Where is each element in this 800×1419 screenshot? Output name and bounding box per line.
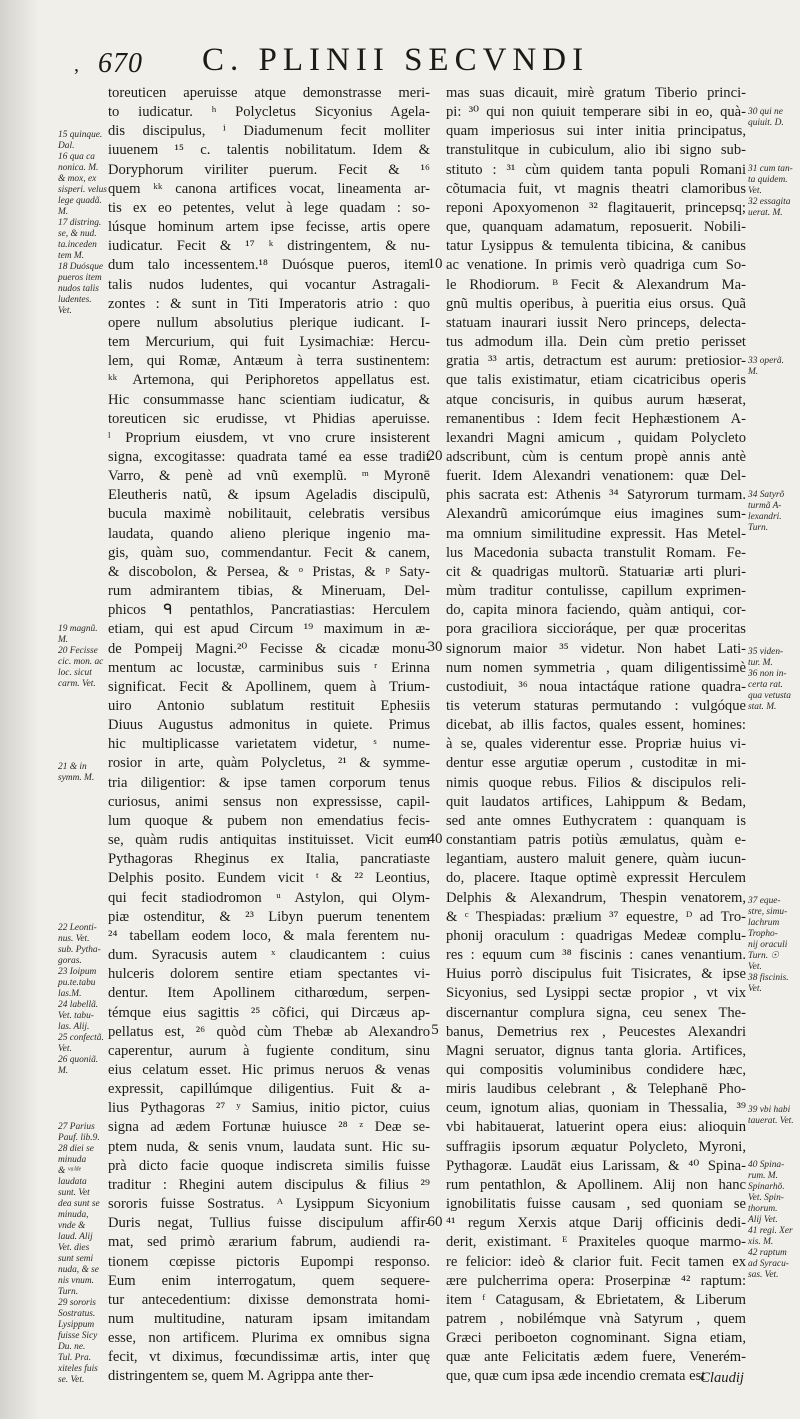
text-line: & ᶜ Thespiadas: prælium ³⁷ equestre, ᴰ ad Tro- [446,908,746,925]
text-line: dum talo incessentem.¹⁸ Duósque pueros, item [108,257,430,274]
text-line: dentur. Item Apollinem citharœdum, serpen- [108,985,430,1002]
text-line: nimis quoque rebus. Filios & discipulos reli- [446,774,746,791]
text-line: quit laudatos artifices, Lahippum & Bedam, [446,793,746,810]
text-line: tis ex eo petentes, velut à lege quadam : so- [108,199,430,216]
text-line: atque concisuris, in quibus aurum hæserat, [446,391,746,408]
text-line: gis, quàm suo, commendantur. Fecit & canem, [108,544,430,561]
text-line: Diuus Augustus admonitus in quiete. Primus [108,717,430,734]
line-number: 5 [431,1022,439,1039]
text-line: piæ ostenditur, & ²³ Libyn puerum tenentem [108,908,430,925]
text-line: ma omnium similitudine expressit. Has Metel- [446,525,746,542]
text-line: vbi habitauerat, latuerint opera eius: alioquin [446,1119,746,1136]
text-line: eius celatum esset. Hic primus neruos & venas [108,1061,430,1078]
text-line: Hic consummasse hanc scientiam iudicatur, & [108,391,430,408]
text-line: tur antecedentium: dixisse demonstrata homi- [108,1291,430,1308]
text-line: caperentur, aurum à fugiente conditum, sinu [108,1042,430,1059]
text-line: transtulitque in cubiculum, alio ibi signo sub- [446,142,746,159]
text-line: cõtumacia fuit, vt magnis theatri clamoribus [446,180,746,197]
text-line: gratia ³³ artis, detractum est aurum: pretiosior- [446,353,746,370]
text-line: adscribunt, cùm is centum propè annis antè [446,448,746,465]
text-line: Pythagoras Rheginus ex Italia, pancratiaste [108,851,430,868]
text-line: Magni seruator, dignus tanta gloria. Artifices, [446,1042,746,1059]
text-line: rum admirantem tibias, & Mineruam, Del- [108,583,430,600]
text-line: fuerit. Idem Alexandri venationem: quæ Del- [446,468,746,485]
text-line: dentur esse argutiæ operum , custoditæ in mi- [446,755,746,772]
text-line: constantiam patris potiùs æmulatus, quàm e- [446,832,746,849]
text-line: phicos ᑫ pentathlos, Pancratiastias: Herculem [108,602,430,619]
text-line: fecit, vt diximus, fœcundissimæ artis, inter quę [108,1349,430,1366]
text-line: tionem cœpisse pictoris Eupompi responso. [108,1253,430,1270]
text-line: tatur Lysippus & temulenta tibicina, & canibus [446,238,746,255]
text-line: Eleutheris natũ, & ipsum Ageladis discipulũ, [108,487,430,504]
text-line: legantiam, austero maluit genere, quàm iucun- [446,851,746,868]
text-line: num nomen symmetria , quam diligentissimè [446,659,746,676]
text-line: pellatus est, ²⁶ quòd cùm Thebæ ab Alexandro [108,1023,430,1040]
text-line: lus Macedonia subacta transtulit Romam. Fe- [446,544,746,561]
text-line: Delphis posito. Eundem vicit ᵗ & ²² Leontius, [108,870,430,887]
text-line: Eum enim interrogatum, quem sequere- [108,1272,430,1289]
text-line: distringentem se, quem M. Agrippa ante ther- [108,1368,374,1385]
line-number: 20 [427,447,443,464]
text-line: quam imperiosus sui inter initia principatus, [446,123,746,140]
page-number: 670 [98,48,143,79]
text-line: prà dicto facie quoque indiscreta similis fuisse [108,1157,430,1174]
margin-note: 21 & in symm. M. [58,761,95,783]
text-line: qui fecit stadiodromon ᵘ Astylon, qui Olym- [108,889,430,906]
text-line: quem ᵏᵏ canona artifices vocat, lineamenta ar- [108,180,430,197]
text-line: dicebat, ab illis factos, quales essent, homines: [446,717,746,734]
text-line: Alexandrũ amicorúmque eius imagines sum- [446,506,746,523]
running-head: C. PLINII SECVNDI [202,42,590,78]
text-line: lexandri Magni amicum , quidam Polycleto [446,429,746,446]
text-line: lem, qui Romæ, Antæum à terra sustinentem: [108,353,430,370]
text-line: que, quæ cum ipsa æde incendio cremata est [446,1368,706,1385]
margin-note: 27 Parius Pauf. lib.9. 28 diei se minuda & ᵛᵃˡᵈᵉ laudata sunt. Vet dea sunt se minuda, vnde & laud. Alij Vet. dies sunt semi nuda, & se nis vnum. Turn. 29 sororis Sostratus. Lysippum fuisse Sicy Du. ne. Tul. Pra. xiteles fuis se. Vet. [58,1121,100,1385]
text-line: gnũ multis operibus, à pueritia eius orsus. Quã [446,295,746,312]
text-line: tria diligentior: & ipse tamen corporum tenus [108,774,430,791]
text-line: ptem nuda, & senis vnum, laudata sunt. Hic su- [108,1138,430,1155]
left-text-column [108,84,430,1387]
right-text-column [446,84,746,1387]
text-line: que talis existimatur, etiam cicatricibus operis [446,372,746,389]
text-line: que, quanquam adamatum, reposuerit. Nobili- [446,219,746,236]
text-line: stituto : ³¹ cùm quidem tanta populi Romani [446,161,746,178]
text-line: laudata, quando alieno plerique ingenio ma- [108,525,430,542]
text-line: de Pompeij Magni.²⁰ Fecisse & cicadæ monu- [108,640,430,657]
margin-note: 15 quinque. Dal. 16 qua ca nonica. M. & mox, ex sisperi. velus lege quadã. M. 17 distring. se, & nud. ta.inceden tem M. 18 Duósque pueros item nudos talis ludentes. Vet. [58,129,107,316]
page-header [0,44,800,84]
text-line: signorum maior ³⁵ videtur. Non habet Lati- [446,640,746,657]
text-line: sororis fuisse Sostratus. ᴬ Lysippum Sicyonium [108,1196,430,1213]
text-line: to iudicatur. ʰ Polycletus Sicyonius Agela- [108,104,430,121]
text-line: phonij oraculum : quadrigas Medeæ complu- [446,927,746,944]
text-line: tus admodum illa. Dein cùm pretio perisset [446,334,746,351]
text-line: reponi Apoxyomenon ³² flagitauerit, princepsq; [446,199,746,216]
text-line: Huius porrò discipulus fuit Tisicrates, & ipse [446,966,746,983]
text-line: signa, excogitasse: quadrata tamé ea esse tradit [108,448,430,465]
text-line: derit, existimant. ᴱ Praxiteles quoque marmo- [446,1234,746,1251]
text-line: ˡ Proprium eiusdem, vt vno crure insisterent [108,429,430,446]
text-line: toreuticen aperuisse atque demonstrasse meri- [108,85,430,101]
text-line: significat. Fecit & Apollinem, quem à Trium- [108,678,430,695]
line-number: 10 [427,256,443,273]
text-line: zontes : & sunt in Titi Imperatoris atrio : quo [108,295,430,312]
text-line: custodiuit, ³⁶ noua intactáque ratione quadra- [446,678,746,695]
margin-note: 39 vbi habi tauerat. Vet. [748,1104,794,1126]
text-line: Doryphorum viriliter puerum. Fecit & ¹⁶ [108,161,430,178]
text-line: signa ad ædem Fortunæ huiusce ²⁸ ᶻ Deæ se- [108,1119,430,1136]
text-line: do, capita minora faciendo, quàm antiqui, cor- [446,602,746,619]
text-line: num multitudine, naturam ipsam imitandam [108,1311,430,1327]
text-line: hulceris dolorem sentire etiam spectantes vi- [108,966,430,983]
text-line: talis nudos ludentes, qui vocantur Astragali- [108,276,430,293]
text-line: lius Pythagoras ²⁷ ʸ Samius, initio pictor, cuius [108,1100,430,1117]
line-number: 60 [427,1213,443,1230]
text-line: remanentibus : Idem fecit Hephæstionem A- [446,410,746,427]
text-line: & discobolon, & Persea, & ᵒ Pristas, & ᵖ Saty- [108,563,430,580]
text-line: opere nullum absolutius plerique iudicant. I- [108,314,430,331]
page-mark: , [74,54,79,76]
text-line: toreuticen sic erudisse, vt Phidias aperuisse. [108,410,430,427]
text-line: uiro Antonio sublatum restituit Ephesiis [108,698,430,714]
text-line: mùm traditur contulisse, capillum exprimen- [446,583,746,600]
margin-note: 33 operã. M. [748,355,784,377]
text-line: mat, sed primò ærarium fabrum, audiendi ra- [108,1234,430,1251]
text-line: traditur : Rhegini autem discipulus & filius ²⁹ [108,1176,430,1193]
text-line: ceum, ignotum alias, quoniam in Thessalia, ³⁹ [446,1100,746,1117]
text-line: dum. Syracusis autem ˣ claudicantem : cuius [108,947,430,964]
text-line: Varro, & penè ad vnũ exemplũ. ᵐ Myronē [108,468,430,485]
text-line: ²⁴ tabellam eodem loco, & mala ferentem nu- [108,927,430,944]
text-line: rosior in arte, quàm Polycletus, ²¹ & symme- [108,755,430,772]
text-line: lúsque hominum artem ipse fecisse, artis opere [108,219,430,236]
text-line: tis veterum staturas permutando : vulgóque [446,698,746,714]
text-line: témque eius sagittis ²⁵ cõfici, qui Dircæus ap- [108,1004,430,1021]
line-number: 30 [427,639,443,656]
text-line: re felicior: ideò & clarior fuit. Fecit tamen ex [446,1253,746,1270]
line-number: 40 [427,830,443,847]
text-line: rum pentathlon, & Apollinem. Alij non hanc [446,1176,746,1193]
text-line: discernantur complura signa, ceu senex The- [446,1004,746,1021]
text-line: mas suas dicauit, mirè gratum Tiberio princi- [446,85,746,101]
text-line: pora graciliora siccioráque, per quæ proceritas [446,621,746,638]
text-line: se, quàm rudis antiquitas instituisset. Vicit eum [108,832,430,849]
text-line: cit & quadrigas multorũ. Statuariæ arti pluri- [446,563,746,580]
text-line: suffragiis ipsorum æquatur Polycleto, Myroni, [446,1138,746,1155]
text-line: quæ ante Felicitatis ædem fuere, Venerém- [446,1349,746,1366]
text-line: statuam inaurari iussit Nero princeps, delecta- [446,314,746,331]
text-line: pi: ³⁰ qui non quiuit temperare sibi in eo, quà- [446,104,746,121]
text-line: iuuenem ¹⁵ c. talentis nobilitatum. Idem & [108,142,430,159]
text-line: Delphis & Alexandrum, Thespin venatorem, [446,889,746,906]
text-line: le Rhodiorum. ᴮ Fecit & Alexandrum Ma- [446,276,746,293]
text-line: Sicyonius, sed Lysippi sectæ propior , vt vix [446,985,746,1002]
margin-note: 31 cum tan- ta quidem. Vet. 32 essagita uerat. M. [748,164,793,219]
gutter-shadow [0,0,40,1419]
margin-note: 40 Spina- rum. M. Spinarhŏ. Vet. Spin- thorum. Alij Vet. 41 regi. Xer xis. M. 42 raptum ad Syracu- sas. Vet. [748,1160,793,1281]
text-line: à se, quales viderentur esse. Propriæ huius vi- [446,736,746,753]
text-line: lum quoque & pubem non emendatius fecis- [108,812,430,829]
text-line: qui compositis voluminibus condidere hæc, [446,1061,746,1078]
text-line: ignobilitatis fuisse causam , sed quoniam se [446,1196,746,1213]
text-line: phis sacrata est: Athenis ³⁴ Satyrorum turmam. [446,487,746,504]
margin-note: 34 Satyrõ turmã A- lexandri. Turn. [748,489,785,533]
text-line: dis discipulus, ⁱ Diadumenum fecit molliter [108,123,430,140]
text-line: curiosus, animi sensus non expressisse, capil- [108,793,430,810]
text-line: item ᶠ Catagusam, & Ebrietatem, & Liberum [446,1291,746,1308]
text-line: sed ante omnes Euthycratem : quanquam is [446,812,746,829]
margin-note: 19 magnũ. M. 20 Fecisse cic. mon. ac loc. sicut carm. Vet. [58,624,104,690]
text-line: expressit, capillúmque diligentius. Fuit & a- [108,1081,430,1098]
text-line: ᵏᵏ Artemona, qui Periphoretos appellatus est. [108,372,430,389]
text-line: bucula maximè nobilitauit, celebratis versibus [108,506,430,523]
text-line: Græci periboeton cognominant. Signa etiam, [446,1330,746,1347]
text-line: mentum ac locustæ, carminibus suis ʳ Erinna [108,659,430,676]
text-line: do, placere. Itaque optimè expressit Herculem [446,870,746,887]
margin-note: 37 eque- stre, simu- lachrum Tropho- nij oraculi Turn. ☉ Vet. 38 fiscinis. Vet. [748,895,789,994]
text-line: ære pulcherrima opera: Proserpinæ ⁴² raptum: [446,1272,746,1289]
text-line: tem Mercurium, qui fuit Lysimachiæ: Hercu- [108,334,430,351]
text-line: esse, non artificem. Plurima ex omnibus signa [108,1330,430,1347]
margin-note: 30 qui ne quiuit. D. [748,106,784,128]
text-line: ac venatione. In primis verò quadriga cum So- [446,257,746,274]
text-line: Pythagoræ. Laudāt eius Larissam, & ⁴⁰ Spina- [446,1157,746,1174]
catchword: Claudij [700,1370,744,1386]
text-line: res : equum cum ³⁸ fiscinis : canes venantium. [446,947,746,964]
margin-note: 35 viden- tur. M. 36 non in- certa rat. qua vetusta stat. M. [748,647,791,712]
text-line: patrem , nobilémque vnà Satyrum , quem [446,1311,746,1327]
text-line: ⁴¹ regum Xerxis atque Darij officinis dedi- [446,1215,746,1232]
text-line: etiam, qui est apud Circum ¹⁹ maximum in æ- [108,621,430,638]
text-line: banus, Demetrius rex , Peucestes Alexandri [446,1023,746,1040]
text-line: iudicatur. Fecit & ¹⁷ ᵏ distringentem, & nu- [108,238,430,255]
margin-note: 22 Leonti- nus. Vet. sub. Pytha- goras. 23 Ioipum pu.te.tabu las.M. 24 labellã. Vet. tabu- las. Alij. 25 confectã. Vet. 26 quoniã. M. [58,922,104,1076]
text-line: hic multiplicasse varietatem videtur, ˢ nume- [108,736,430,753]
text-line: Duris negat, Tullius fuisse discipulum affir- [108,1215,430,1232]
text-line: miris laudibus celebrant , & Telephanē Pho- [446,1081,746,1098]
